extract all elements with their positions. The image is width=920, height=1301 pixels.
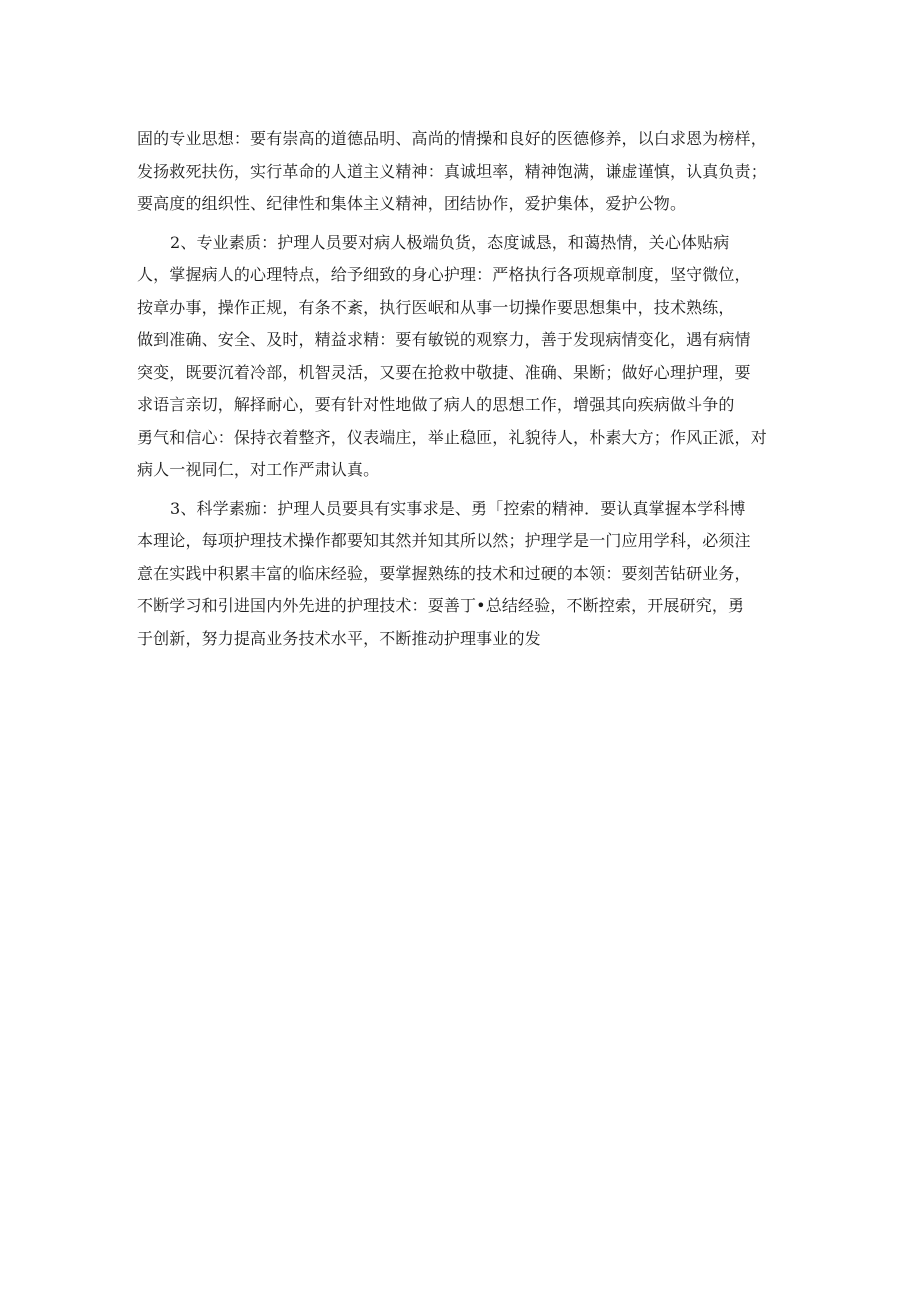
paragraph-3-line-1: 3、科学素痂：护理人员要具有实事求是、勇「控索的精神．要认真掌握本学科博 — [170, 498, 746, 518]
paragraph-3-line-5: 于创新，努力提高业务技术水平，不断推动护理事业的发 — [137, 628, 541, 648]
paragraph-1-line-3: 要高度的组织性、纪律性和集体主义精神，团结协作，爱护集体，爱护公物。 — [137, 194, 687, 213]
paragraph-2-line-2: 人，掌握病人的心理特点，给予细致的身心护理：严格执行各项规章制度，坚守微位， — [137, 265, 751, 284]
paragraph-3-line-4: 不断学习和引进国内外先进的护理技术：耍善丁•总结经验，不断控索，开展研究，勇 — [137, 596, 745, 615]
document-body — [137, 123, 787, 655]
paragraph-2-line-8: 病人一视同仁，对工作严肃认真。 — [137, 460, 380, 479]
paragraph-1-line-1: 固的专业思想：要有崇高的道德品明、高尚的情操和良好的医德修养，以白求恩为榜样， — [137, 129, 767, 148]
paragraph-1-line-2: 发扬救死扶伤，实行革命的人道主义精神：真诚坦率，精神饱满，谦虚谨慎，认真负责； — [137, 161, 767, 181]
paragraph-2-line-5: 突变，既要沉着冷部，机智灵活，又要在抢救中敬捷、准确、果断；做好心理护理，要 — [137, 362, 751, 382]
paragraph-2-line-1: 2、专业素质：护理人员要对病人极端负货，态度诚恳，和蔼热情，关心体贴病 — [170, 232, 730, 252]
paragraph-3-line-3: 意在实践中积累丰富的临床经验，要掌握熟练的技术和过硬的本领：要刻苦钻研业务， — [137, 563, 751, 583]
paragraph-2-line-3: 按章办事，操作正规，有条不紊，执行医岷和从事一切操作要思想集中，技术熟练， — [137, 297, 735, 317]
paragraph-3-line-2: 本理论，每项护理技术操作都要知其然并知其所以然；护理学是一门应用学科，必须注 — [137, 531, 751, 550]
paragraph-2-line-6: 求语言亲切，解择耐心，要有针对性地做了病人的思想工作，增强其向疾病做斗争的 — [137, 395, 735, 414]
paragraph-2-line-4: 做到准确、安全、及时，精益求精：要有敏锐的观察力，善于发现病情变化，遇有病情 — [137, 330, 751, 349]
paragraph-2-line-7: 勇气和信心：保持衣着整齐，仪表端庄，举止稳匝，礼貌待人，朴素大方；作风正派，对 — [137, 427, 767, 447]
